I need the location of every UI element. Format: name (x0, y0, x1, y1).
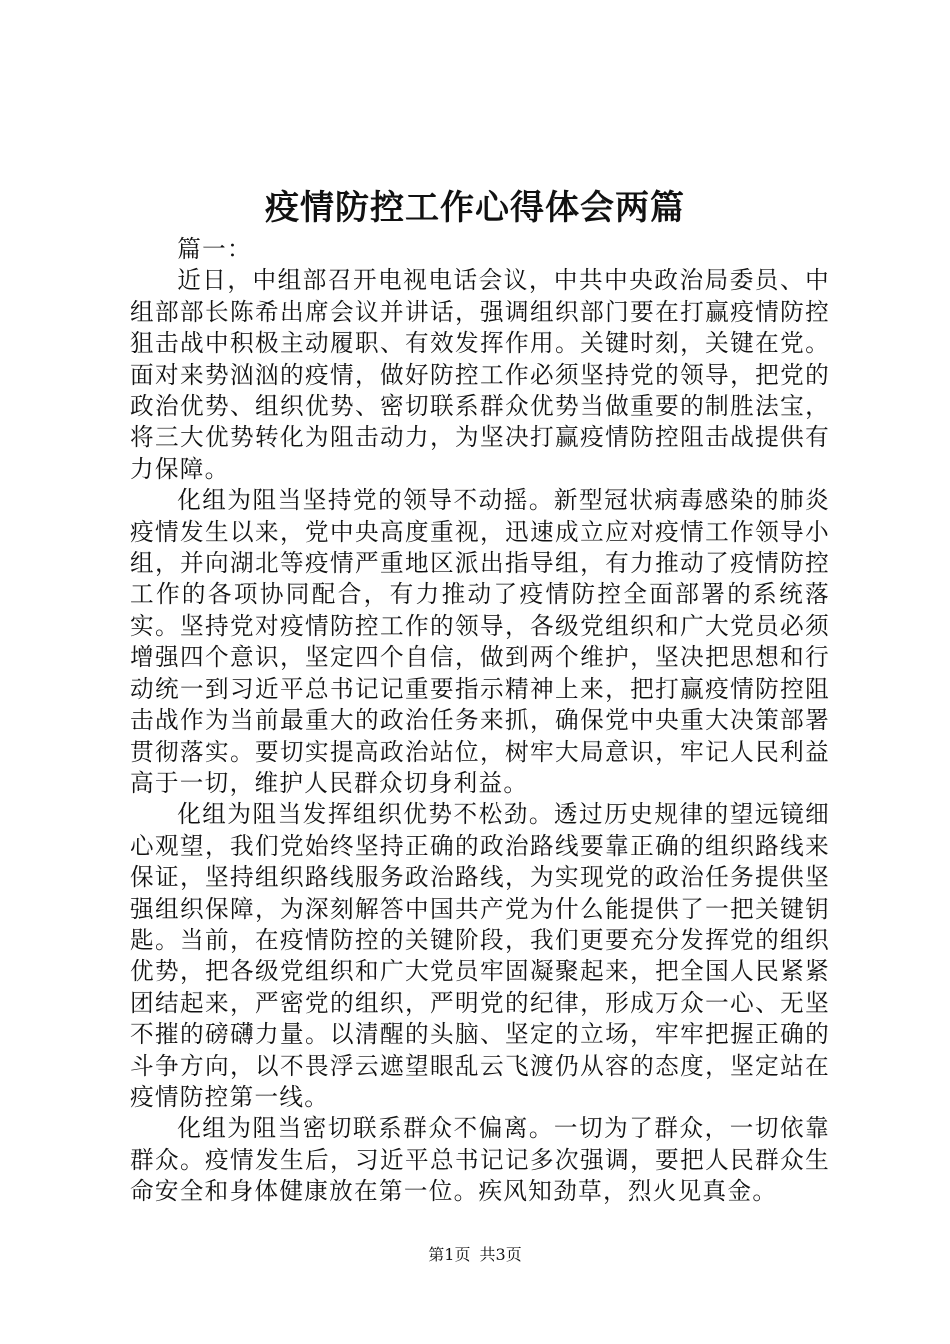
document-title: 疫情防控工作心得体会两篇 (265, 188, 685, 228)
body-paragraph: 化组为阻当坚持党的领导不动摇。新型冠状病毒感染的肺炎疫情发生以来，党中央高度重视，迅速成立应对疫情工作领导小组，并向湖北等疫情严重地区派出指导组，有力推动了疫情防控工作的各项协同配合，有力推动了疫情防控全面部署的系统落实。坚持党对疫情防控工作的领导，各级党组织和广大党员必须增强四个意识，坚定四个自信，做到两个维护，坚决把思想和行动统一到习近平总书记记重要指示精神上来，把打赢疫情防控阻击战作为当前最重大的政治任务来抓，确保党中央重大决策部署贯彻落实。要切实提高政治站位，树牢大局意识，牢记人民利益高于一切，维护人民群众切身利益。 (130, 486, 830, 797)
page-total: 共3页 (479, 1245, 522, 1264)
body-paragraph: 近日，中组部召开电视电话会议，中共中央政治局委员、中组部部长陈希出席会议并讲话，强调组织部门要在打赢疫情防控狙击战中积极主动履职、有效发挥作用。关键时刻，关键在党。面对来势汹汹的疫情，做好防控工作必须坚持党的领导，把党的政治优势、组织优势、密切联系群众优势当做重要的制胜法宝，将三大优势转化为阻击动力，为坚决打赢疫情防控阻击战提供有力保障。 (130, 266, 830, 483)
page-number: 第1页 (428, 1245, 471, 1264)
document-body (130, 234, 830, 1208)
body-paragraph: 化组为阻当密切联系群众不偏离。一切为了群众，一切依靠群众。疫情发生后，习近平总书记记多次强调，要把人民群众生命安全和身体健康放在第一位。疾风知劲草，烈火见真金。 (130, 1114, 830, 1206)
body-paragraph: 化组为阻当发挥组织优势不松劲。透过历史规律的望远镜细心观望，我们党始终坚持正确的政治路线要靠正确的组织路线来保证，坚持组织路线服务政治路线，为实现党的政治任务提供坚强组织保障，为深刻解答中国共产党为什么能提供了一把关键钥匙。当前，在疫情防控的关键阶段，我们更要充分发挥党的组织优势，把各级党组织和广大党员牢固凝聚起来，把全国人民紧紧团结起来，严密党的组织，严明党的纪律，形成万众一心、无坚不摧的磅礴力量。以清醒的头脑、坚定的立场，牢牢把握正确的斗争方向，以不畏浮云遮望眼乱云飞渡仍从容的态度，坚定站在疫情防控第一线。 (130, 800, 830, 1111)
page-footer (0, 1243, 950, 1267)
section-heading: 篇一： (177, 235, 252, 263)
